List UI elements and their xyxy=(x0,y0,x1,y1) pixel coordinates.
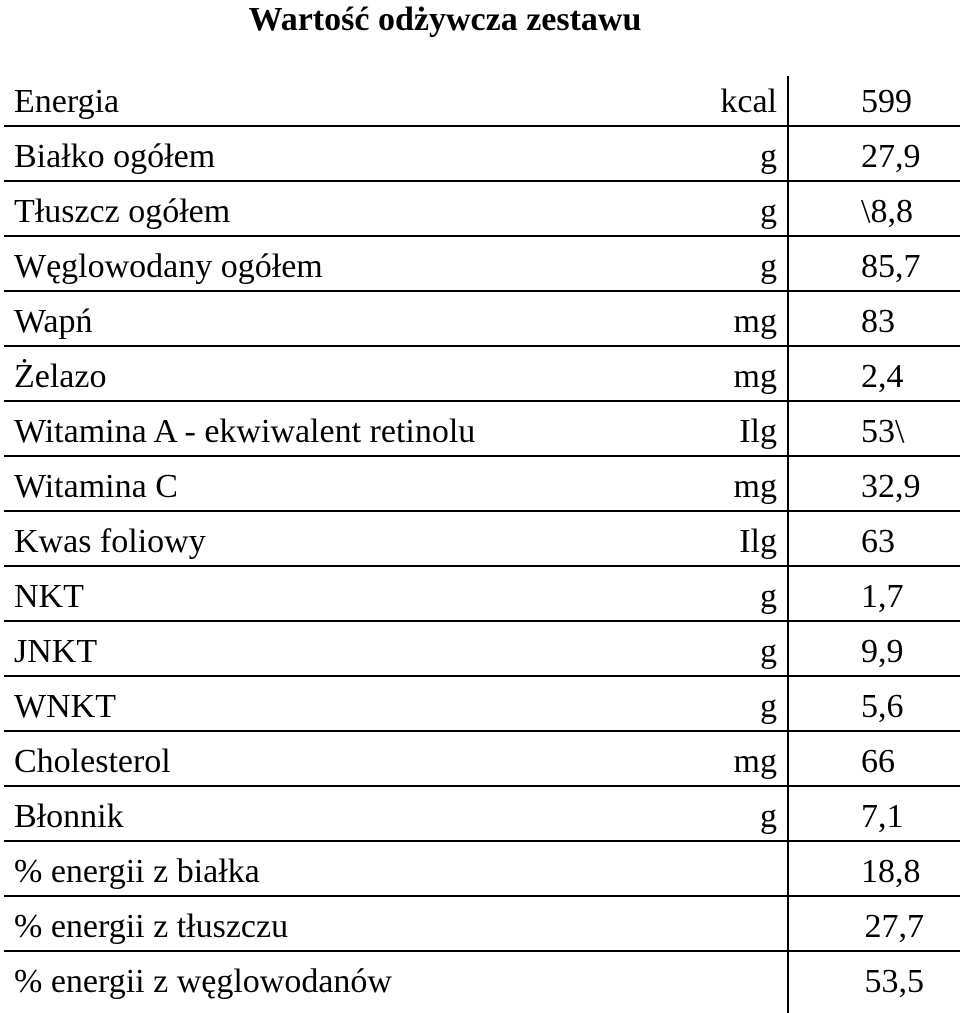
document-title: Wartość odżywcza zestawu xyxy=(248,1,642,38)
nutrient-value: 85,7 xyxy=(861,248,921,285)
table-row xyxy=(4,512,960,567)
nutrient-value: 63 xyxy=(861,523,895,560)
nutrient-unit: Ilg xyxy=(739,523,777,560)
nutrient-name: Witamina C xyxy=(14,468,178,505)
nutrient-unit: g xyxy=(760,633,777,670)
table-row xyxy=(4,952,960,1007)
nutrient-value: 53\ xyxy=(861,413,905,450)
nutrient-value: 32,9 xyxy=(861,468,921,505)
nutrient-name: Błonnik xyxy=(14,798,124,835)
nutrient-unit: g xyxy=(760,688,777,725)
nutrient-value: 27,9 xyxy=(861,138,921,175)
table-row xyxy=(4,677,960,732)
nutrient-unit: g xyxy=(760,248,777,285)
nutrient-name: Tłuszcz ogółem xyxy=(14,193,231,230)
table-row xyxy=(4,237,960,292)
nutrient-value: 599 xyxy=(861,83,912,120)
nutrient-name: Cholesterol xyxy=(14,743,171,780)
nutrient-unit: mg xyxy=(733,303,777,340)
nutrient-name: Kwas foliowy xyxy=(14,523,206,560)
nutrient-value: 27,7 xyxy=(864,908,924,945)
nutrient-unit: g xyxy=(760,193,777,230)
nutrient-name: % energii z białka xyxy=(14,853,260,890)
nutrient-value: 9,9 xyxy=(861,633,904,670)
table-row xyxy=(4,402,960,457)
nutrient-name: Białko ogółem xyxy=(14,138,216,175)
nutrient-name: Żelazo xyxy=(14,358,107,395)
nutrient-unit: mg xyxy=(733,468,777,505)
nutrient-value: 5,6 xyxy=(861,688,904,725)
nutrient-name: % energii z węglowodanów xyxy=(14,963,392,1000)
nutrient-name: Węglowodany ogółem xyxy=(14,248,323,285)
nutrient-unit: g xyxy=(760,578,777,615)
table-row xyxy=(4,842,960,897)
nutrient-name: Wapń xyxy=(14,303,93,340)
nutrient-value: 18,8 xyxy=(861,853,921,890)
nutrient-name: Energia xyxy=(14,83,120,120)
table-row xyxy=(4,732,960,787)
table-row xyxy=(4,72,960,127)
nutrient-value: 7,1 xyxy=(861,798,904,835)
nutrient-name: NKT xyxy=(14,578,84,615)
table-row xyxy=(4,567,960,622)
nutrient-value: 53,5 xyxy=(864,963,924,1000)
nutrient-unit: mg xyxy=(733,743,777,780)
table-row xyxy=(4,347,960,402)
table-row xyxy=(4,622,960,677)
nutrient-unit: Ilg xyxy=(739,413,777,450)
nutrient-unit: g xyxy=(760,798,777,835)
table-row xyxy=(4,457,960,512)
nutrition-table xyxy=(4,72,960,1007)
nutrient-unit: g xyxy=(760,138,777,175)
nutrient-value: 83 xyxy=(861,303,895,340)
nutrient-unit: mg xyxy=(733,358,777,395)
nutrient-value: 2,4 xyxy=(861,358,904,395)
nutrient-name: JNKT xyxy=(14,633,98,670)
nutrient-unit: kcal xyxy=(720,83,777,120)
nutrient-value: 1,7 xyxy=(861,578,904,615)
nutrient-name: Witamina A - ekwiwalent retinolu xyxy=(14,413,476,450)
nutrient-name: % energii z tłuszczu xyxy=(14,908,289,945)
nutrient-value: \8,8 xyxy=(861,193,913,230)
nutrient-name: WNKT xyxy=(14,688,116,725)
table-row xyxy=(4,787,960,842)
table-row xyxy=(4,897,960,952)
table-row xyxy=(4,182,960,237)
table-row xyxy=(4,292,960,347)
nutrient-value: 66 xyxy=(861,743,895,780)
table-row xyxy=(4,127,960,182)
